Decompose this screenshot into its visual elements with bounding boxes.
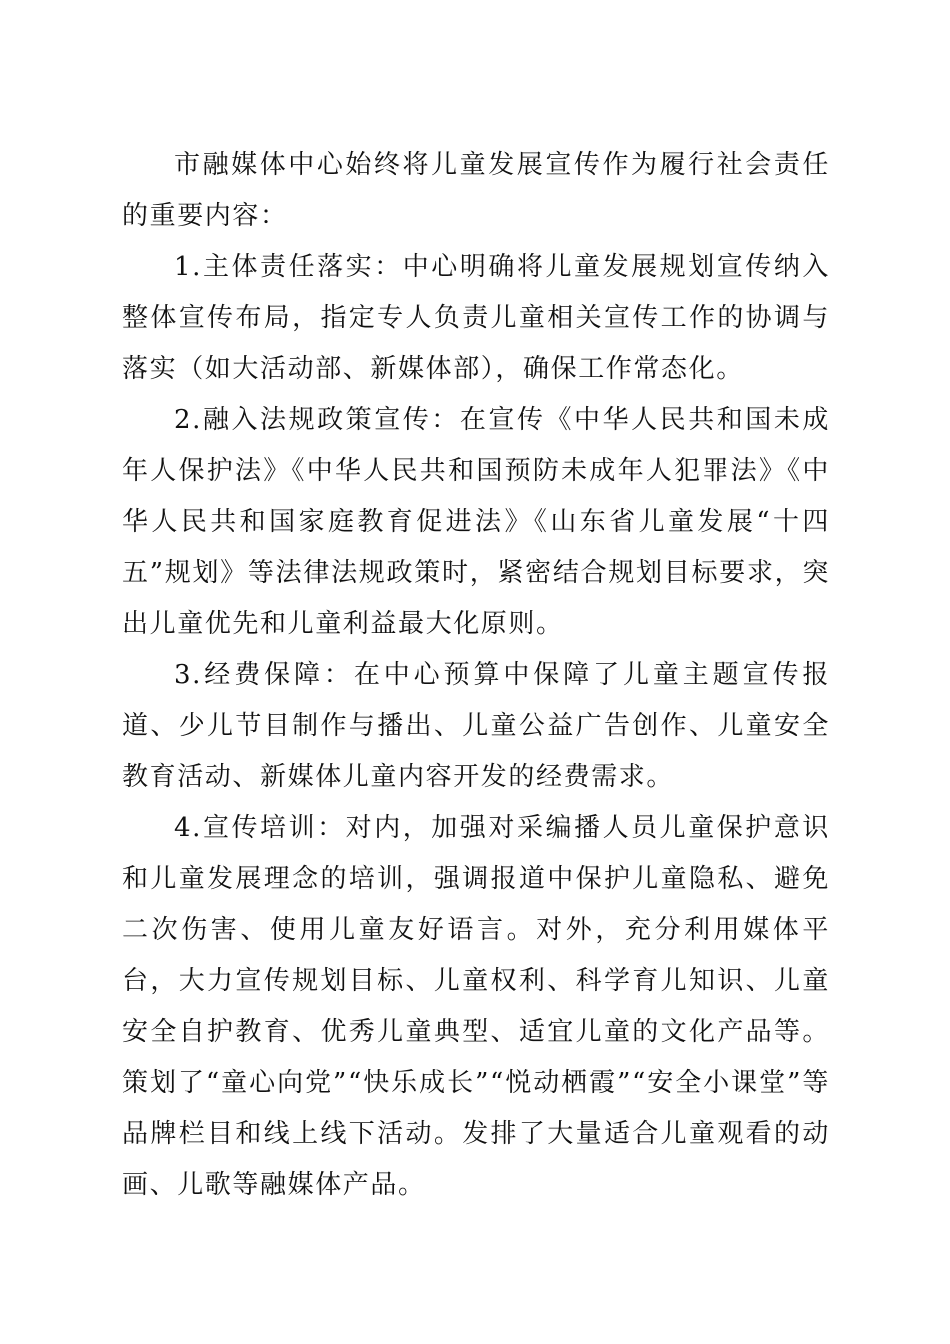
item-1-paragraph: 1.主体责任落实：中心明确将儿童发展规划宣传纳入整体宣传布局，指定专人负责儿童相关宣传工作的协调与落实（如大活动部、新媒体部），确保工作常态化。 (122, 252, 830, 384)
document-body (122, 140, 830, 1211)
item-4-paragraph: 4.宣传培训：对内，加强对采编播人员儿童保护意识和儿童发展理念的培训，强调报道中保护儿童隐私、避免二次伤害、使用儿童友好语言。对外，充分利用媒体平台，大力宣传规划目标、儿童权利、科学育儿知识、儿童安全自护教育、优秀儿童典型、适宜儿童的文化产品等。策划了“童心向党”“快乐成长”“悦动栖霞”“安全小课堂”等品牌栏目和线上线下活动。发排了大量适合儿童观看的动画、儿歌等融媒体产品。 (122, 813, 830, 1200)
item-3-paragraph: 3.经费保障：在中心预算中保障了儿童主题宣传报道、少儿节目制作与播出、儿童公益广告创作、儿童安全教育活动、新媒体儿童内容开发的经费需求。 (122, 660, 830, 792)
item-2-paragraph: 2.融入法规政策宣传：在宣传《中华人民共和国未成年人保护法》《中华人民共和国预防未成年人犯罪法》《中华人民共和国家庭教育促进法》《山东省儿童发展“十四五”规划》等法律法规政策时，紧密结合规划目标要求，突出儿童优先和儿童利益最大化原则。 (122, 405, 830, 639)
intro-paragraph: 市融媒体中心始终将儿童发展宣传作为履行社会责任的重要内容： (122, 150, 830, 231)
